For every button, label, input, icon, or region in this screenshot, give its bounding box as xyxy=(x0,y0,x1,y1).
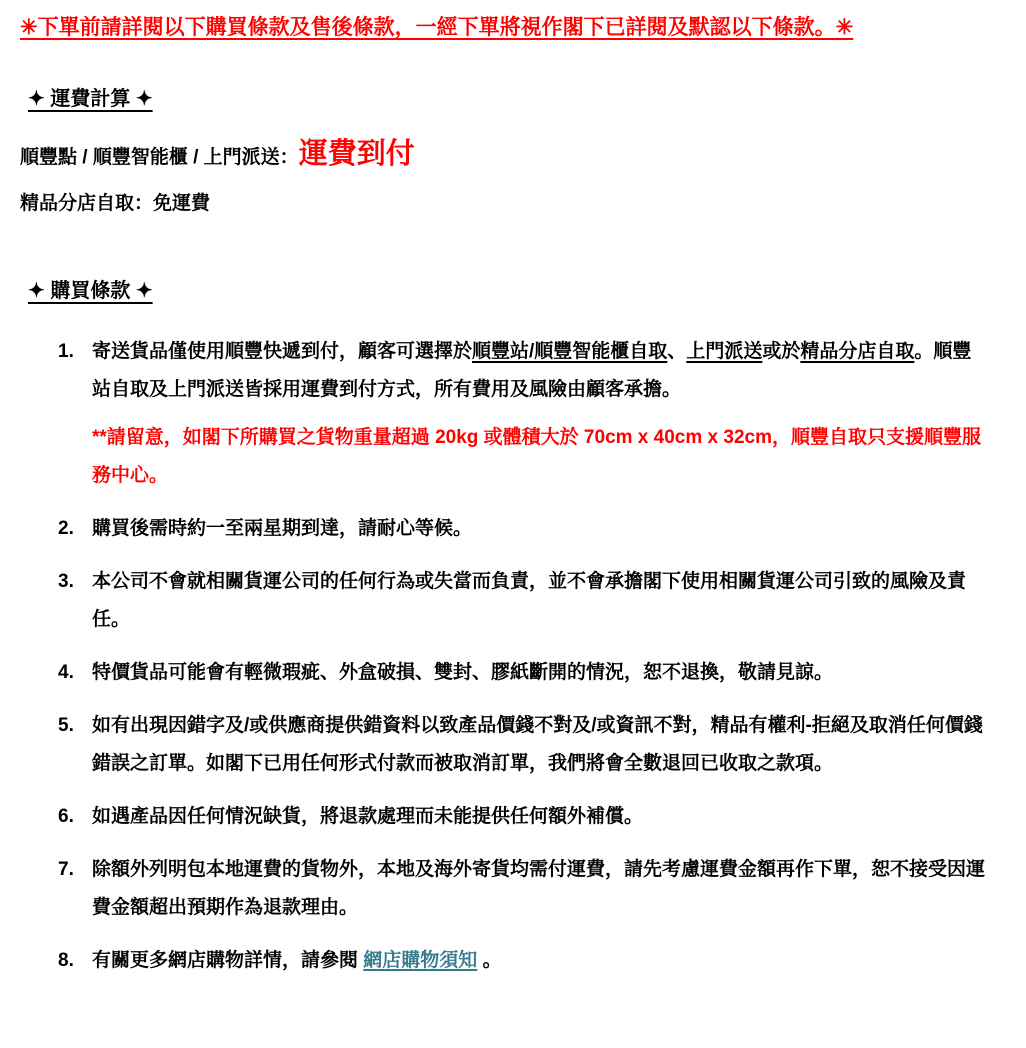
term-text xyxy=(92,942,502,980)
term1-underlined-home-delivery: 上門派送 xyxy=(686,341,763,362)
term-item-8 xyxy=(20,942,1002,980)
term1-segment: 寄送貨品僅使用順豐快遞到付，顧客可選擇於 xyxy=(92,341,473,362)
shipping-options-line xyxy=(20,137,1002,175)
term-body xyxy=(92,654,833,692)
term-number: 2. xyxy=(58,518,74,539)
term-item-7 xyxy=(20,851,1002,927)
term8-segment: 有關更多網店購物詳情，請參閱 xyxy=(92,950,364,971)
term-text: 如遇產品因任何情況缺貨，將退款處理而未能提供任何額外補償。 xyxy=(92,806,644,827)
term1-underlined-pickup-options: 順豐站/順豐智能櫃自取 xyxy=(472,341,668,362)
weight-size-limit-note: **請留意，如閣下所購買之貨物重量超過 20kg 或體積大於 70cm x 40cm x 32cm，順豐自取只支援順豐服務中心。 xyxy=(92,427,981,486)
term-text: 特價貨品可能會有輕微瑕疵、外盒破損、雙封、膠紙斷開的情況，恕不退換，敬請見諒。 xyxy=(92,662,834,683)
term-text xyxy=(92,333,988,409)
term8-segment: 。 xyxy=(477,950,502,971)
term-item-3 xyxy=(20,563,1002,639)
terms-heading-row xyxy=(20,217,1002,303)
term-number: 5. xyxy=(58,715,74,736)
purchase-terms-heading: ✦ 購買條款 ✦ xyxy=(28,280,153,302)
term-text: 本公司不會就相關貨運公司的任何行為或失當而負責，並不會承擔閣下使用相關貨運公司引致的風險及責任。 xyxy=(92,571,967,630)
term-number: 3. xyxy=(58,571,74,592)
term-body xyxy=(92,942,502,980)
term-text: 購買後需時約一至兩星期到達，請耐心等候。 xyxy=(92,518,473,539)
term-text: 如有出現因錯字及/或供應商提供錯資料以致產品價錢不對及/或資訊不對，精品有權利-拒絕及取消任何價錢錯誤之訂單。如閣下已用任何形式付款而被取消訂單，我們將會全數退回已收取之款項。 xyxy=(92,715,983,774)
term-number: 4. xyxy=(58,662,74,683)
shipping-heading-row xyxy=(20,41,1002,111)
term-body xyxy=(92,707,988,783)
term1-underlined-store-pickup: 精品分店自取 xyxy=(800,341,915,362)
term1-segment: 或於 xyxy=(762,341,801,362)
term-item-2 xyxy=(20,510,1002,548)
term-body xyxy=(92,333,988,495)
freight-collect-value: 運費到付 xyxy=(298,138,415,170)
shipping-fee-heading: ✦ 運費計算 ✦ xyxy=(28,88,153,110)
terms-list xyxy=(20,333,1002,980)
shipping-options-label: 順豐點 / 順豐智能櫃 / 上門派送： xyxy=(20,147,299,168)
store-pickup-line: 精品分店自取：免運費 xyxy=(20,193,211,214)
term-item-5 xyxy=(20,707,1002,783)
term-number: 6. xyxy=(58,806,74,827)
term-body xyxy=(92,563,988,639)
term-item-4 xyxy=(20,654,1002,692)
shop-guide-link[interactable]: 網店購物須知 xyxy=(363,950,478,971)
term-number: 8. xyxy=(58,950,74,971)
term-number: 1. xyxy=(58,341,74,362)
term-text: 除額外列明包本地運費的貨物外，本地及海外寄貨均需付運費，請先考慮運費金額再作下單，恕不接受因運費金額超出預期作為退款理由。 xyxy=(92,859,986,918)
term1-segment: 、 xyxy=(667,341,687,362)
term-item-6 xyxy=(20,798,1002,836)
pre-order-notice: ✳下單前請詳閱以下購買條款及售後條款，一經下單將視作閣下已詳閱及默認以下條款。✳ xyxy=(20,16,854,39)
term-number: 7. xyxy=(58,859,74,880)
term1-segment: 。順豐站自取及上門派送皆採用運費到付方式，所有費用及風險由顧客承擔。 xyxy=(92,341,972,400)
term-body xyxy=(92,851,988,927)
term-body xyxy=(92,798,643,836)
term-body xyxy=(92,510,472,548)
term-item-1 xyxy=(20,333,1002,495)
